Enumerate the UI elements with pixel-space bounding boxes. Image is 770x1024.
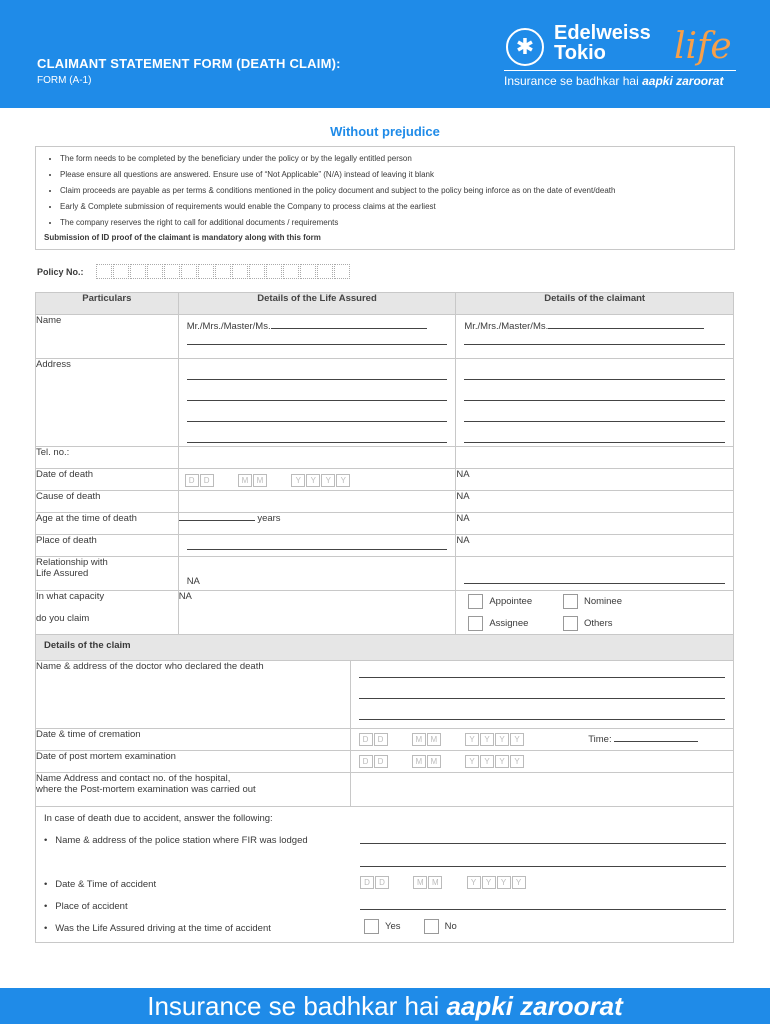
logo-script: life <box>674 26 732 67</box>
claimant-na: NA <box>456 513 734 535</box>
cremation-label: Date & time of cremation <box>36 729 351 751</box>
post-mortem-label: Date of post mortem examination <box>36 751 351 773</box>
claim-section-heading: Details of the claim <box>36 635 734 661</box>
post-mortem-field[interactable]: D D M M Y Y Y Y <box>350 751 733 773</box>
place-of-death-field[interactable] <box>178 535 456 557</box>
logo-word-2: Tokio <box>554 42 606 64</box>
no-checkbox[interactable] <box>424 919 439 934</box>
yes-checkbox[interactable] <box>364 919 379 934</box>
form-title: CLAIMANT STATEMENT FORM (DEATH CLAIM): <box>37 56 341 71</box>
instruction-item: • Please ensure all questions are answered. Ensure use of “Not Applicable” (N/A) instead of leaving it blank <box>60 169 734 185</box>
cause-of-death-label: Cause of death <box>36 491 179 513</box>
policy-number-label: Policy No.: <box>37 267 84 277</box>
instructions-box <box>35 146 735 250</box>
header-banner <box>0 0 770 108</box>
claimant-na: NA <box>456 491 734 513</box>
name-label: Name <box>36 315 179 359</box>
date-of-death-label: Date of death <box>36 469 179 491</box>
header-life-assured: Details of the Life Assured <box>178 293 456 315</box>
age-at-death-field[interactable]: years <box>178 513 456 535</box>
claimant-na: NA <box>456 469 734 491</box>
nominee-checkbox[interactable] <box>563 594 578 609</box>
instruction-item: • The company reserves the right to call for additional documents / requirements <box>60 217 734 233</box>
time-label: Time: <box>588 734 612 745</box>
form-subtitle: FORM (A-1) <box>37 75 92 86</box>
accident-place-field[interactable] <box>360 895 726 910</box>
accident-place-label: • Place of accident <box>44 901 128 912</box>
claim-details-table <box>35 634 734 943</box>
logo-tagline: Insurance se badhkar hai aapki zaroorat <box>504 74 724 88</box>
doctor-label: Name & address of the doctor who declared the death <box>36 661 351 729</box>
age-at-death-label: Age at the time of death <box>36 513 179 535</box>
footer-banner: Insurance se badhkar hai aapki zaroorat <box>0 988 770 1024</box>
accident-section <box>36 807 734 943</box>
life-assured-tel-field[interactable] <box>178 447 456 469</box>
tel-label: Tel. no.: <box>36 447 179 469</box>
header-particulars: Particulars <box>36 293 179 315</box>
driving-label: • Was the Life Assured driving at the time of accident <box>44 923 271 934</box>
without-prejudice-heading: Without prejudice <box>330 124 440 139</box>
relationship-label: Relationship with Life Assured <box>36 557 179 591</box>
mandatory-note: Submission of ID proof of the claimant is mandatory along with this form <box>44 233 321 242</box>
assignee-checkbox[interactable] <box>468 616 483 631</box>
instruction-item: • Early & Complete submission of requirements would enable the Company to process claims at the earliest <box>60 201 734 217</box>
life-assured-na: NA <box>178 557 456 591</box>
date-of-death-field[interactable]: D D M M Y Y Y Y <box>178 469 456 491</box>
capacity-label: In what capacity do you claim <box>36 591 179 635</box>
claimant-address-field[interactable] <box>456 359 734 447</box>
logo-divider <box>504 70 736 71</box>
police-field[interactable] <box>360 827 726 867</box>
address-label: Address <box>36 359 179 447</box>
claimant-na: NA <box>456 535 734 557</box>
cremation-field[interactable]: D D M M Y Y Y Y Time: <box>350 729 733 751</box>
claimant-tel-field[interactable] <box>456 447 734 469</box>
hospital-field[interactable] <box>350 773 733 807</box>
others-checkbox[interactable] <box>563 616 578 631</box>
accident-intro: In case of death due to accident, answer the following: <box>44 813 273 824</box>
accident-date-label: • Date & Time of accident <box>44 879 157 890</box>
life-assured-na: NA <box>178 591 456 635</box>
header-claimant: Details of the claimant <box>456 293 734 315</box>
accident-date-field[interactable]: D D M M Y Y Y Y <box>360 876 527 889</box>
doctor-field[interactable] <box>350 661 733 729</box>
instruction-item: • Claim proceeds are payable as per terms & conditions mentioned in the policy document and subject to the policy being inforce as on the date of event/death <box>60 185 734 201</box>
police-label: • Name & address of the police station where FIR was lodged <box>44 835 308 846</box>
asterisk-icon: ✱ <box>506 28 544 66</box>
hospital-label: Name Address and contact no. of the hospital, where the Post-mortem examination was carried out <box>36 773 351 807</box>
driving-options: Yes No <box>364 919 457 934</box>
cause-of-death-field[interactable] <box>178 491 456 513</box>
instruction-item: • The form needs to be completed by the beneficiary under the policy or by the legally entitled person <box>60 153 734 169</box>
company-logo <box>502 24 742 94</box>
life-assured-address-field[interactable] <box>178 359 456 447</box>
relationship-field[interactable] <box>456 557 734 591</box>
capacity-options: Appointee Nominee Assignee Others <box>456 591 734 635</box>
place-of-death-label: Place of death <box>36 535 179 557</box>
claimant-name-field[interactable]: Mr./Mrs./Master/Ms. <box>456 315 734 359</box>
policy-number-field[interactable] <box>96 264 351 279</box>
life-assured-name-field[interactable]: Mr./Mrs./Master/Ms. <box>178 315 456 359</box>
logo-word-1: Edelweiss <box>554 22 651 44</box>
claim-form-table <box>35 292 734 635</box>
appointee-checkbox[interactable] <box>468 594 483 609</box>
